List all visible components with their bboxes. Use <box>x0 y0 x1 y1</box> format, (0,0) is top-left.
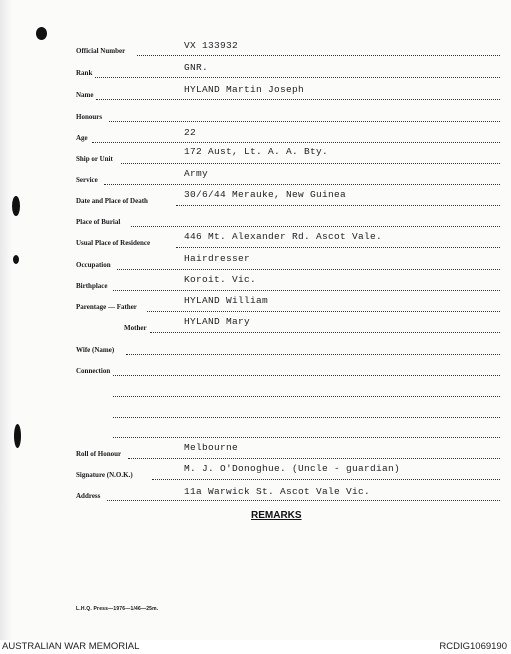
birthplace-line <box>113 290 500 291</box>
footer-institution: AUSTRALIAN WAR MEMORIAL <box>2 641 140 652</box>
connection-line-1 <box>113 375 500 376</box>
official-number-line <box>137 55 500 56</box>
service-line <box>104 184 500 185</box>
age-label: Age <box>76 134 88 142</box>
honours-label: Honours <box>76 113 103 121</box>
connection-line-4 <box>113 437 500 438</box>
connection-label: Connection <box>76 367 111 375</box>
ship-or-unit-line <box>121 163 500 164</box>
honours-line <box>109 121 500 122</box>
footer-record-id: RCDIG1069190 <box>439 641 507 652</box>
mother-line <box>150 332 500 333</box>
signature-label: Signature (N.O.K.) <box>76 471 133 479</box>
age-value: 22 <box>184 127 197 138</box>
punch-hole-lower <box>14 424 21 448</box>
official-number-value: VX 133932 <box>184 40 239 51</box>
address-label: Address <box>76 492 101 500</box>
wife-label: Wife (Name) <box>76 346 115 354</box>
name-label: Name <box>76 91 94 99</box>
occupation-value: Hairdresser <box>184 253 251 264</box>
residence-value: 446 Mt. Alexander Rd. Ascot Vale. <box>184 231 383 242</box>
address-line <box>107 500 500 501</box>
punch-hole-top <box>36 27 47 40</box>
birthplace-label: Birthplace <box>76 282 108 290</box>
death-value: 30/6/44 Merauke, New Guinea <box>184 189 347 200</box>
age-line <box>92 142 500 143</box>
burial-label: Place of Burial <box>76 218 121 226</box>
roll-of-honour-line <box>128 458 500 459</box>
punch-hole-mark <box>13 255 19 264</box>
archive-footer <box>0 640 511 654</box>
service-label: Service <box>76 176 98 184</box>
name-line <box>96 99 500 100</box>
address-value: 11a Warwick St. Ascot Vale Vic. <box>184 486 371 497</box>
ship-or-unit-value: 172 Aust, Lt. A. A. Bty. <box>184 146 329 157</box>
roll-of-honour-value: Melbourne <box>184 442 239 453</box>
connection-line-2 <box>113 396 500 397</box>
father-line <box>147 311 500 312</box>
signature-value: M. J. O'Donoghue. (Uncle - guardian) <box>184 463 401 474</box>
death-line <box>176 205 500 206</box>
wife-line <box>126 354 500 355</box>
remarks-heading: REMARKS <box>251 510 302 521</box>
name-value: HYLAND Martin Joseph <box>184 84 305 95</box>
rank-line <box>95 77 500 78</box>
father-value: HYLAND William <box>184 295 269 306</box>
residence-label: Usual Place of Residence <box>76 239 151 247</box>
burial-line <box>131 226 500 227</box>
birthplace-value: Koroit. Vic. <box>184 274 257 285</box>
occupation-label: Occupation <box>76 261 111 269</box>
father-label: Parentage — Father <box>76 303 137 311</box>
printer-imprint: L.H.Q. Press—1976—1/46—25m. <box>76 606 159 612</box>
service-value: Army <box>184 168 209 179</box>
rank-value: GNR. <box>184 62 209 73</box>
scan-edge-shadow <box>0 0 12 640</box>
punch-hole-middle <box>12 196 20 216</box>
connection-line-3 <box>113 417 500 418</box>
mother-label: Mother <box>124 324 147 332</box>
signature-line <box>152 479 500 480</box>
mother-value: HYLAND Mary <box>184 316 251 327</box>
death-label: Date and Place of Death <box>76 197 148 205</box>
roll-of-honour-label: Roll of Honour <box>76 450 122 458</box>
rank-label: Rank <box>76 69 93 77</box>
residence-line <box>176 247 500 248</box>
occupation-line <box>117 269 500 270</box>
ship-or-unit-label: Ship or Unit <box>76 155 113 163</box>
official-number-label: Official Number <box>76 47 126 55</box>
